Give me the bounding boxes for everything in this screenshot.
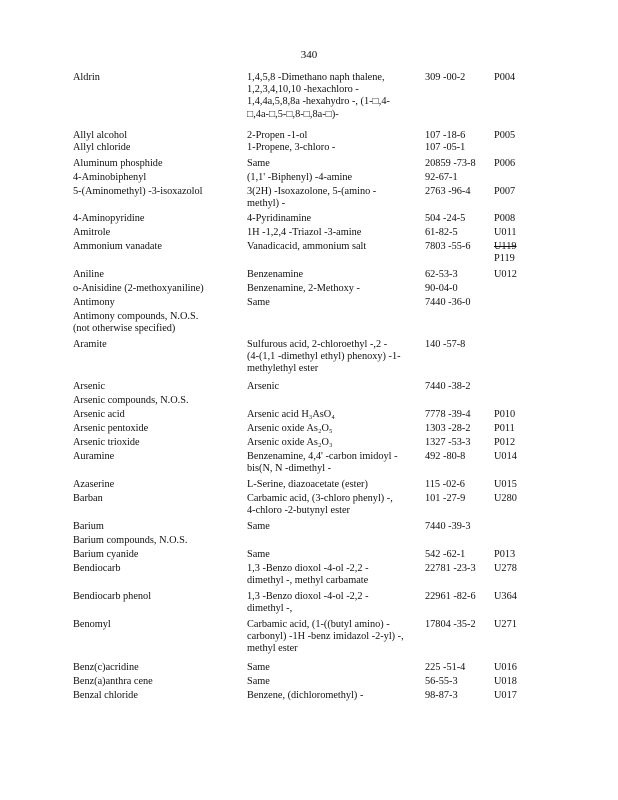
waste-code: U280 xyxy=(494,493,517,504)
synonym: Benzenamine xyxy=(247,269,304,280)
synonym: Sulfurous acid, 2-chloroethyl -,2 - (4-(1,1 -dimethyl ethyl) phenoxy) -1- methylethyl ester xyxy=(247,339,401,375)
substance-name: Ammonium vanadate xyxy=(73,241,162,252)
cas-number: 17804 -35-2 xyxy=(425,619,476,630)
waste-code: P006 xyxy=(494,158,516,169)
waste-code: U017 xyxy=(494,690,517,701)
cas-number: 7440 -36-0 xyxy=(425,297,471,308)
substance-name: Amitrole xyxy=(73,227,111,238)
substance-name: Arsenic compounds, N.O.S. xyxy=(73,395,189,406)
cas-number: 309 -00-2 xyxy=(425,72,466,83)
substance-name: Benz(c)acridine xyxy=(73,662,139,673)
cas-number: 107 -18-6 xyxy=(425,130,466,141)
synonym: Same xyxy=(247,297,270,308)
synonym: Arsenic acid H₃AsO₄ xyxy=(247,409,335,420)
substance-name: Barium compounds, N.O.S. xyxy=(73,535,188,546)
substance-name: Bendiocarb xyxy=(73,563,121,574)
substance-name: Aldrin xyxy=(73,72,100,83)
substance-name: Allyl alcohol xyxy=(73,130,128,141)
synonym: L-Serine, diazoacetate (ester) xyxy=(247,479,368,490)
waste-code: P013 xyxy=(494,549,516,560)
synonym: Same xyxy=(247,676,270,687)
substance-name: Arsenic acid xyxy=(73,409,125,420)
waste-code-alt: P119 xyxy=(494,253,515,265)
cas-number: 1327 -53-3 xyxy=(425,437,471,448)
substance-name: Azaserine xyxy=(73,479,115,490)
waste-code: U012 xyxy=(494,269,517,280)
substance-name: Antimony xyxy=(73,297,115,308)
substance-name: Auramine xyxy=(73,451,115,462)
cas-number: 542 -62-1 xyxy=(425,549,466,560)
substance-name: Arsenic trioxide xyxy=(73,437,140,448)
waste-code: U011 xyxy=(494,227,517,238)
synonym: 4-Pyridinamine xyxy=(247,213,312,224)
synonym: Carbamic acid, (1-((butyl amino) - carbonyl) -1H -benz imidazol -2-yl) -, methyl ester xyxy=(247,619,404,655)
synonym: 1,4,5,8 -Dimethano naph thalene, 1,2,3,4,10,10 -hexachloro - 1,4,4a,5,8,8a -hexahydro -, (1-□,4- □,4a-□,5-□,8-□,8a-□)- xyxy=(247,72,390,120)
cas-number: 225 -51-4 xyxy=(425,662,466,673)
cas-number: 62-53-3 xyxy=(425,269,458,280)
synonym: Vanadicacid, ammonium salt xyxy=(247,241,367,252)
cas-number: 140 -57-8 xyxy=(425,339,466,350)
substance-name: Barium cyanide xyxy=(73,549,139,560)
waste-code: U015 xyxy=(494,479,517,490)
cas-number: 107 -05-1 xyxy=(425,142,466,153)
waste-code: P005 xyxy=(494,130,516,141)
substance-name: Benz(a)anthra cene xyxy=(73,676,153,687)
synonym: 3(2H) -Isoxazolone, 5-(amino - methyl) - xyxy=(247,186,377,210)
cas-number: 56-55-3 xyxy=(425,676,458,687)
synonym: 1-Propene, 3-chloro - xyxy=(247,142,336,153)
waste-code xyxy=(494,241,534,265)
substance-name: 4-Aminobiphenyl xyxy=(73,172,147,183)
waste-code-struck: U119 xyxy=(494,241,517,252)
substance-name: Barban xyxy=(73,493,103,504)
waste-code: U364 xyxy=(494,591,517,602)
substance-name: Barium xyxy=(73,521,104,532)
synonym: 1,3 -Benzo dioxol -4-ol -2,2 - dimethyl -, xyxy=(247,591,369,615)
cas-number: 98-87-3 xyxy=(425,690,458,701)
cas-number: 7440 -38-2 xyxy=(425,381,471,392)
waste-code: U016 xyxy=(494,662,517,673)
substance-name: Aniline xyxy=(73,269,104,280)
synonym: (1,1' -Biphenyl) -4-amine xyxy=(247,172,353,183)
synonym: Arsenic xyxy=(247,381,280,392)
substance-name: Bendiocarb phenol xyxy=(73,591,152,602)
substance-name: Aluminum phosphide xyxy=(73,158,163,169)
synonym: Same xyxy=(247,662,270,673)
substance-name: Arsenic xyxy=(73,381,106,392)
cas-number: 20859 -73-8 xyxy=(425,158,476,169)
waste-code: U271 xyxy=(494,619,517,630)
substance-name: Benzal chloride xyxy=(73,690,138,701)
waste-code: P011 xyxy=(494,423,515,434)
cas-number: 1303 -28-2 xyxy=(425,423,471,434)
synonym: Arsenic oxide As₂O₃ xyxy=(247,437,333,448)
substance-name: Allyl chloride xyxy=(73,142,131,153)
synonym: 1,3 -Benzo dioxol -4-ol -2,2 - dimethyl -, methyl carbamate xyxy=(247,563,369,587)
waste-code: U278 xyxy=(494,563,517,574)
cas-number: 90-04-0 xyxy=(425,283,458,294)
waste-code: P008 xyxy=(494,213,516,224)
waste-code: P012 xyxy=(494,437,516,448)
cas-number: 92-67-1 xyxy=(425,172,458,183)
synonym: Same xyxy=(247,158,270,169)
waste-code: P007 xyxy=(494,186,516,197)
waste-code: U018 xyxy=(494,676,517,687)
cas-number: 22961 -82-6 xyxy=(425,591,476,602)
synonym: Arsenic oxide As₂O₅ xyxy=(247,423,333,434)
substance-name: Aramite xyxy=(73,339,107,350)
cas-number: 115 -02-6 xyxy=(425,479,465,490)
synonym: 2-Propen -1-ol xyxy=(247,130,308,141)
synonym: Benzenamine, 2-Methoxy - xyxy=(247,283,360,294)
cas-number: 61-82-5 xyxy=(425,227,458,238)
substance-name: Antimony compounds, N.O.S. (not otherwise specified) xyxy=(73,311,199,335)
cas-number: 7778 -39-4 xyxy=(425,409,471,420)
cas-number: 504 -24-5 xyxy=(425,213,466,224)
cas-number: 22781 -23-3 xyxy=(425,563,476,574)
substance-name: Benomyl xyxy=(73,619,111,630)
cas-number: 101 -27-9 xyxy=(425,493,466,504)
synonym: 1H -1,2,4 -Triazol -3-amine xyxy=(247,227,362,238)
synonym: Same xyxy=(247,549,270,560)
substance-name: o-Anisidine (2-methoxyaniline) xyxy=(73,283,204,294)
waste-code: P010 xyxy=(494,409,516,420)
substance-name: 5-(Aminomethyl) -3-isoxazolol xyxy=(73,186,203,197)
synonym: Same xyxy=(247,521,270,532)
cas-number: 7803 -55-6 xyxy=(425,241,471,252)
cas-number: 7440 -39-3 xyxy=(425,521,471,532)
synonym: Benzenamine, 4,4' -carbon imidoyl - bis(N, N -dimethyl - xyxy=(247,451,398,475)
synonym: Benzene, (dichloromethyl) - xyxy=(247,690,364,701)
substance-name: 4-Aminopyridine xyxy=(73,213,145,224)
waste-code: P004 xyxy=(494,72,516,83)
page-number: 340 xyxy=(300,49,318,61)
cas-number: 492 -80-8 xyxy=(425,451,466,462)
substance-name: Arsenic pentoxide xyxy=(73,423,149,434)
synonym: Carbamic acid, (3-chloro phenyl) -, 4-chloro -2-butynyl ester xyxy=(247,493,393,517)
waste-code: U014 xyxy=(494,451,517,462)
cas-number: 2763 -96-4 xyxy=(425,186,471,197)
